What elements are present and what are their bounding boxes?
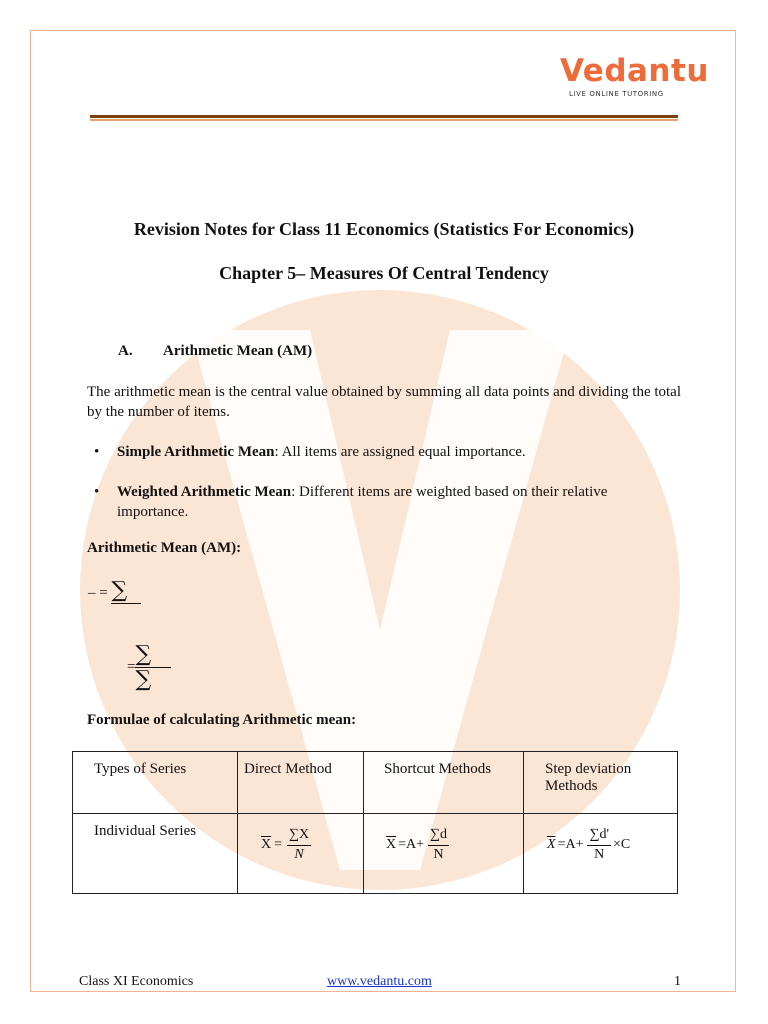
x-bar: $\overline{X}$ [547,836,556,852]
logo-tagline: LIVE ONLINE TUTORING [569,90,664,98]
intro-paragraph: The arithmetic mean is the central value obtained by summing all data points and dividing the total by the number of items. [87,384,682,420]
table-header-cell: Types of Series [73,752,238,814]
table-header-cell: Direct Method [238,752,364,814]
sigma-symbol: ∑ [111,578,141,604]
equals-sign: = [274,836,283,852]
series-type-cell: Individual Series [73,814,238,894]
document-title: Revision Notes for Class 11 Economics (Statistics For Economics) [133,219,635,239]
header-rule-accent [90,119,678,121]
fraction-numerator: ∑X [287,825,311,846]
bullet-text: : Different items are weighted based on their relative importance. [117,484,608,520]
formula-1 [88,578,141,603]
chapter-title: Chapter 5– Measures Of Central Tendency [219,263,549,283]
footer-website-link[interactable]: www.vedantu.com [327,974,432,989]
bullet-term: Simple Arithmetic Mean [117,444,275,460]
table-header-cell: Shortcut Methods [364,752,524,814]
formula-1-lead: – = [88,585,112,601]
sigma-denominator: ∑ [135,667,152,692]
vedantu-logo[interactable] [560,53,709,98]
fraction-numerator: ∑d' [587,825,611,846]
section-title: Arithmetic Mean (AM) [163,343,313,359]
formulae-table [72,751,678,894]
section-heading [118,343,312,360]
formula-2-lead: = [127,659,136,675]
fraction-denominator: N [594,847,605,862]
bullet-text: : All items are assigned equal importance. [274,444,526,460]
equals-a-plus: =A+ [557,836,584,852]
page-number: 1 [674,974,681,989]
bullet-dot-icon: • [94,484,100,500]
direct-method-cell [238,814,364,894]
fraction-denominator: N [294,847,304,862]
sigma-numerator: ∑ [135,643,171,668]
header-rule [90,115,678,118]
table-row [73,814,678,894]
am-heading: Arithmetic Mean (AM): [87,540,242,556]
fraction-denominator: N [433,847,444,862]
table-header-cell: Step deviation Methods [524,752,678,814]
footer-course: Class XI Economics [79,974,194,989]
x-bar: $\overline{X}$ [386,836,397,852]
equals-a-plus: =A+ [398,836,425,852]
shortcut-method-cell [364,814,524,894]
formula-2 [127,643,171,692]
logo-wordmark: Vedantu [560,53,709,89]
fraction-numerator: ∑d [428,825,449,846]
times-c: ×C [612,836,631,852]
bullet-dot-icon: • [94,444,100,460]
section-letter: A. [118,343,133,359]
table-header-row [73,752,678,814]
step-deviation-cell [524,814,678,894]
formulae-heading: Formulae of calculating Arithmetic mean: [87,712,357,728]
bullet-term: Weighted Arithmetic Mean [117,484,292,500]
x-bar: $\overline{X}$ [261,836,272,852]
